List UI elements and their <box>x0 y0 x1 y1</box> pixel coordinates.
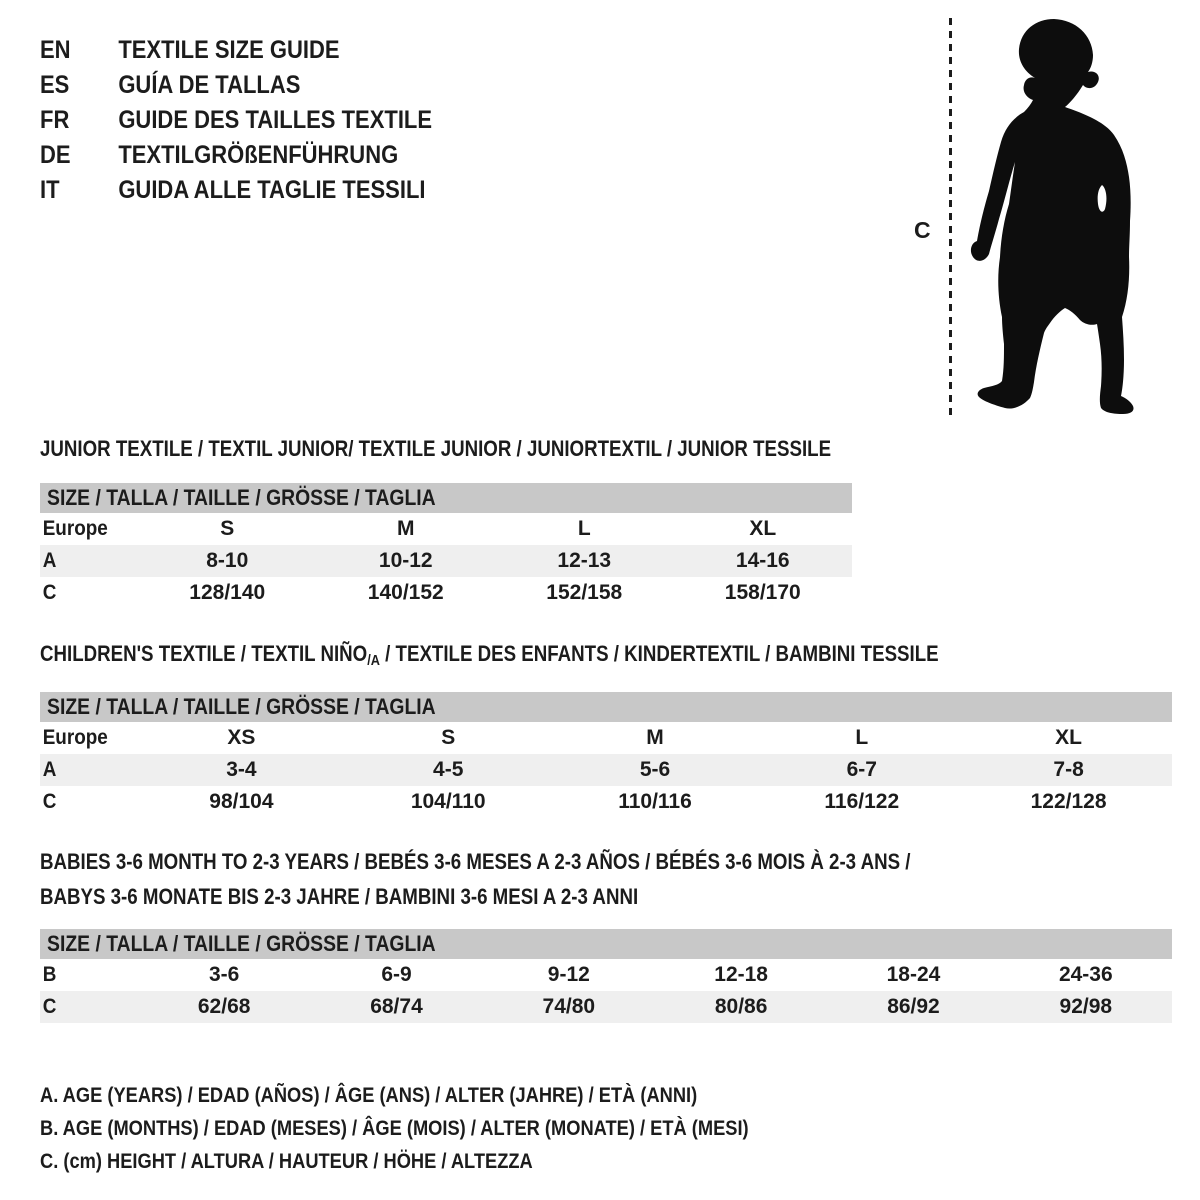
table-row <box>40 959 1172 991</box>
children-size-table <box>40 692 1172 818</box>
table-cell: 152/158 <box>546 581 623 604</box>
table-cell: 6-9 <box>381 963 412 986</box>
language-label: GUIDE DES TAILLES TEXTILE <box>118 106 433 134</box>
table-cell: 116/122 <box>824 790 900 813</box>
table-cell: 104/110 <box>410 790 486 813</box>
size-header-bar <box>40 692 1172 722</box>
size-header-label: SIZE / TALLA / TAILLE / GRÖSSE / TAGLIA <box>47 485 436 510</box>
table-cell: L <box>855 726 869 749</box>
language-label: GUIDA ALLE TAGLIE TESSILI <box>118 176 426 204</box>
size-header-bar <box>40 929 1172 959</box>
footnote-line: B. AGE (MONTHS) / EDAD (MESES) / ÂGE (MOIS) / ALTER (MONATE) / ETÀ (MESI) <box>40 1116 749 1140</box>
table-cell: 74/80 <box>542 995 596 1018</box>
table-cell: 3-6 <box>208 963 240 986</box>
table-cell: 92/98 <box>1059 995 1113 1018</box>
table-cell: L <box>577 517 591 540</box>
table-cell: 10-12 <box>378 549 433 572</box>
section-title-children <box>40 641 939 669</box>
size-header-label: SIZE / TALLA / TAILLE / GRÖSSE / TAGLIA <box>47 694 436 719</box>
table-cell: 140/152 <box>367 581 444 604</box>
section-title-junior: JUNIOR TEXTILE / TEXTIL JUNIOR/ TEXTILE JUNIOR / JUNIORTEXTIL / JUNIOR TESSILE <box>40 436 832 461</box>
table-row <box>40 754 1172 786</box>
language-row <box>40 138 432 173</box>
table-cell: 9-12 <box>547 963 590 986</box>
title-subscript: /A <box>367 652 380 669</box>
table-cell: 110/116 <box>618 790 692 813</box>
language-label: GUÍA DE TALLAS <box>118 71 301 99</box>
table-row <box>40 513 852 545</box>
row-label: C <box>42 581 57 604</box>
footnote-line: A. AGE (YEARS) / EDAD (AÑOS) / ÂGE (ANS) / ALTER (JAHRE) / ETÀ (ANNI) <box>40 1083 698 1107</box>
table-cell: 122/128 <box>1030 790 1107 813</box>
language-code: EN <box>40 36 71 64</box>
table-cell: 6-7 <box>846 758 877 781</box>
row-label: A <box>42 549 57 572</box>
table-row <box>40 991 1172 1023</box>
table-row <box>40 786 1172 818</box>
title-text: / TEXTILE DES ENFANTS / KINDERTEXTIL / BAMBINI TESSILE <box>379 641 939 666</box>
table-cell: 12-13 <box>557 549 612 572</box>
table-cell: 5-6 <box>639 758 671 781</box>
footnotes <box>40 1079 874 1178</box>
table-cell: 3-4 <box>226 758 257 781</box>
table-cell: S <box>441 726 456 749</box>
table-cell: 8-10 <box>206 549 249 572</box>
language-row <box>40 33 432 68</box>
table-cell: 4-5 <box>433 758 464 781</box>
table-cell: 68/74 <box>370 995 423 1018</box>
row-label: A <box>42 758 57 781</box>
row-label: C <box>42 995 57 1018</box>
language-row <box>40 68 432 103</box>
table-cell: 12-18 <box>714 963 768 986</box>
language-row <box>40 173 432 208</box>
table-row <box>40 545 852 577</box>
table-cell: 62/68 <box>197 995 251 1018</box>
table-row <box>40 577 852 609</box>
table-cell: M <box>646 726 664 749</box>
title-text: CHILDREN'S TEXTILE / TEXTIL NIÑO <box>40 641 368 666</box>
language-code: ES <box>40 71 70 99</box>
language-label: TEXTILE SIZE GUIDE <box>118 36 340 64</box>
table-cell: 158/170 <box>724 581 801 604</box>
table-cell: XL <box>1055 726 1082 749</box>
table-cell: S <box>220 517 235 540</box>
height-measure-label: C <box>914 217 931 243</box>
table-cell: 98/104 <box>209 790 274 813</box>
table-cell: XS <box>227 726 256 749</box>
toddler-silhouette-icon <box>963 15 1135 415</box>
language-code: DE <box>40 141 71 169</box>
language-list <box>40 33 486 208</box>
language-code: IT <box>40 176 60 204</box>
table-cell: 80/86 <box>714 995 768 1018</box>
section-title-babies-line2: BABYS 3-6 MONATE BIS 2-3 JAHRE / BAMBINI 3-6 MESI A 2-3 ANNI <box>40 884 639 909</box>
table-row <box>40 722 1172 754</box>
table-cell: 24-36 <box>1058 963 1113 986</box>
babies-size-table <box>40 929 1172 1023</box>
size-header-label: SIZE / TALLA / TAILLE / GRÖSSE / TAGLIA <box>47 931 436 956</box>
language-row <box>40 103 432 138</box>
table-cell: 7-8 <box>1053 758 1084 781</box>
size-header-bar <box>40 483 852 513</box>
language-code: FR <box>40 106 70 134</box>
table-cell: XL <box>749 517 777 540</box>
junior-size-table <box>40 483 852 609</box>
table-cell: 128/140 <box>189 581 266 604</box>
height-measure-line <box>949 18 952 416</box>
table-cell: M <box>397 517 415 540</box>
table-cell: 18-24 <box>886 963 941 986</box>
row-label: Europe <box>42 517 108 540</box>
language-label: TEXTILGRÖßENFÜHRUNG <box>118 141 399 169</box>
row-label: C <box>42 790 57 813</box>
section-title-babies-line1: BABIES 3-6 MONTH TO 2-3 YEARS / BEBÉS 3-6 MESES A 2-3 AÑOS / BÉBÉS 3-6 MOIS À 2-3 ANS / <box>40 849 911 874</box>
row-label: B <box>42 963 57 986</box>
footnote-line: C. (cm) HEIGHT / ALTURA / HAUTEUR / HÖHE / ALTEZZA <box>40 1149 533 1173</box>
row-label: Europe <box>42 726 108 749</box>
table-cell: 14-16 <box>735 549 790 572</box>
table-cell: 86/92 <box>887 995 940 1018</box>
